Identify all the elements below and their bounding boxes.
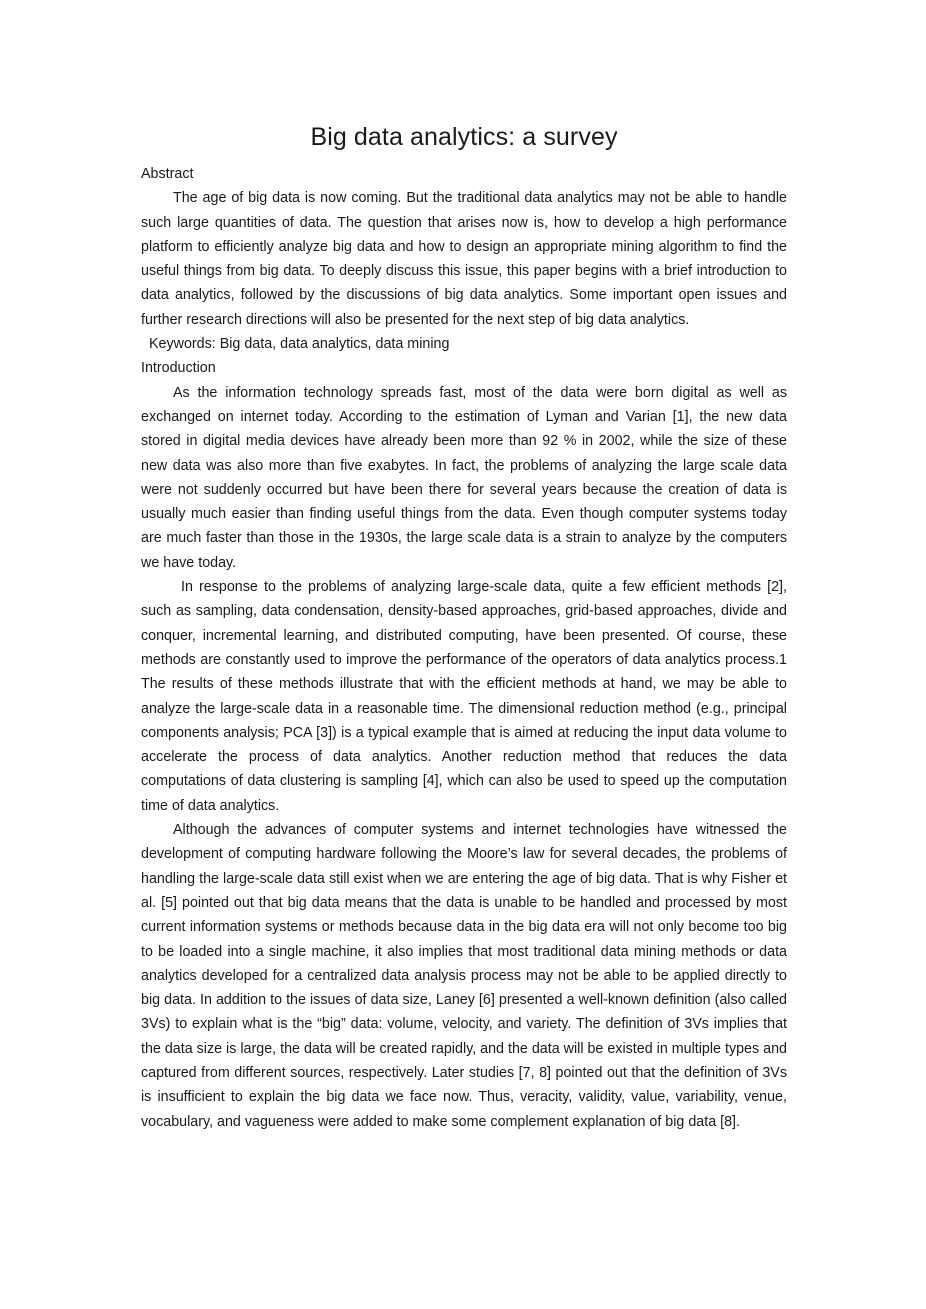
introduction-heading: Introduction [141, 360, 216, 377]
intro-paragraph-1: As the information technology spreads fast, most of the data were born digital as well as exchanged on internet today. According to the estimation of Lyman and Varian [1], the new data stored in digital media devices have already been more than 92 % in 2002, while the size of these new data was also more than five exabytes. In fact, the problems of analyzing the large scale data were not suddenly occurred but have been there for several years because the creation of data is usually much easier than finding useful things from the data. Even though computer systems today are much faster than those in the 1930s, the large scale data is a strain to analyze by the computers we have today. [141, 384, 787, 571]
keywords-line: Keywords: Big data, data analytics, data mining [149, 336, 450, 353]
abstract-paragraph: The age of big data is now coming. But the traditional data analytics may not be able to handle such large quantities of data. The question that arises now is, how to develop a high performance platform to efficiently analyze big data and how to design an appropriate mining algorithm to find the useful things from big data. To deeply discuss this issue, this paper begins with a brief introduction to data analytics, followed by the discussions of big data analytics. Some important open issues and further research directions will also be presented for the next step of big data analytics. [141, 190, 787, 328]
page-title: Big data analytics: a survey [310, 123, 618, 151]
document-page [141, 118, 787, 1134]
intro-paragraph-2: In response to the problems of analyzing large-scale data, quite a few efficient methods [2], such as sampling, data condensation, density-based approaches, grid-based approaches, divide and conquer, incremental learning, and distributed computing, have been presented. Of course, these methods are constantly used to improve the performance of the operators of data analytics process.1 The results of these methods illustrate that with the efficient methods at hand, we may be able to analyze the large-scale data in a reasonable time. The dimensional reduction method (e.g., principal components analysis; PCA [3]) is a typical example that is aimed at reducing the input data volume to accelerate the process of data analytics. Another reduction method that reduces the data computations of data clustering is sampling [4], which can also be used to speed up the computation time of data analytics. [141, 579, 787, 814]
abstract-heading: Abstract [141, 166, 194, 182]
intro-paragraph-3: Although the advances of computer systems and internet technologies have witnessed the development of computing hardware following the Moore’s law for several decades, the problems of handling the large-scale data still exist when we are entering the age of big data. That is why Fisher et al. [5] pointed out that big data means that the data is unable to be handled and processed by most current information systems or methods because data in the big data era will not only become too big to be loaded into a single machine, it also implies that most traditional data mining methods or data analytics developed for a centralized data analysis process may not be able to be applied directly to big data. In addition to the issues of data size, Laney [6] presented a well-known definition (also called 3Vs) to explain what is the “big” data: volume, velocity, and variety. The definition of 3Vs implies that the data size is large, the data will be created rapidly, and the data will be existed in multiple types and captured from different sources, respectively. Later studies [7, 8] pointed out that the definition of 3Vs is insufficient to explain the big data we face now. Thus, veracity, validity, value, variability, venue, vocabulary, and vagueness were added to make some complement explanation of big data [8]. [141, 822, 787, 1130]
